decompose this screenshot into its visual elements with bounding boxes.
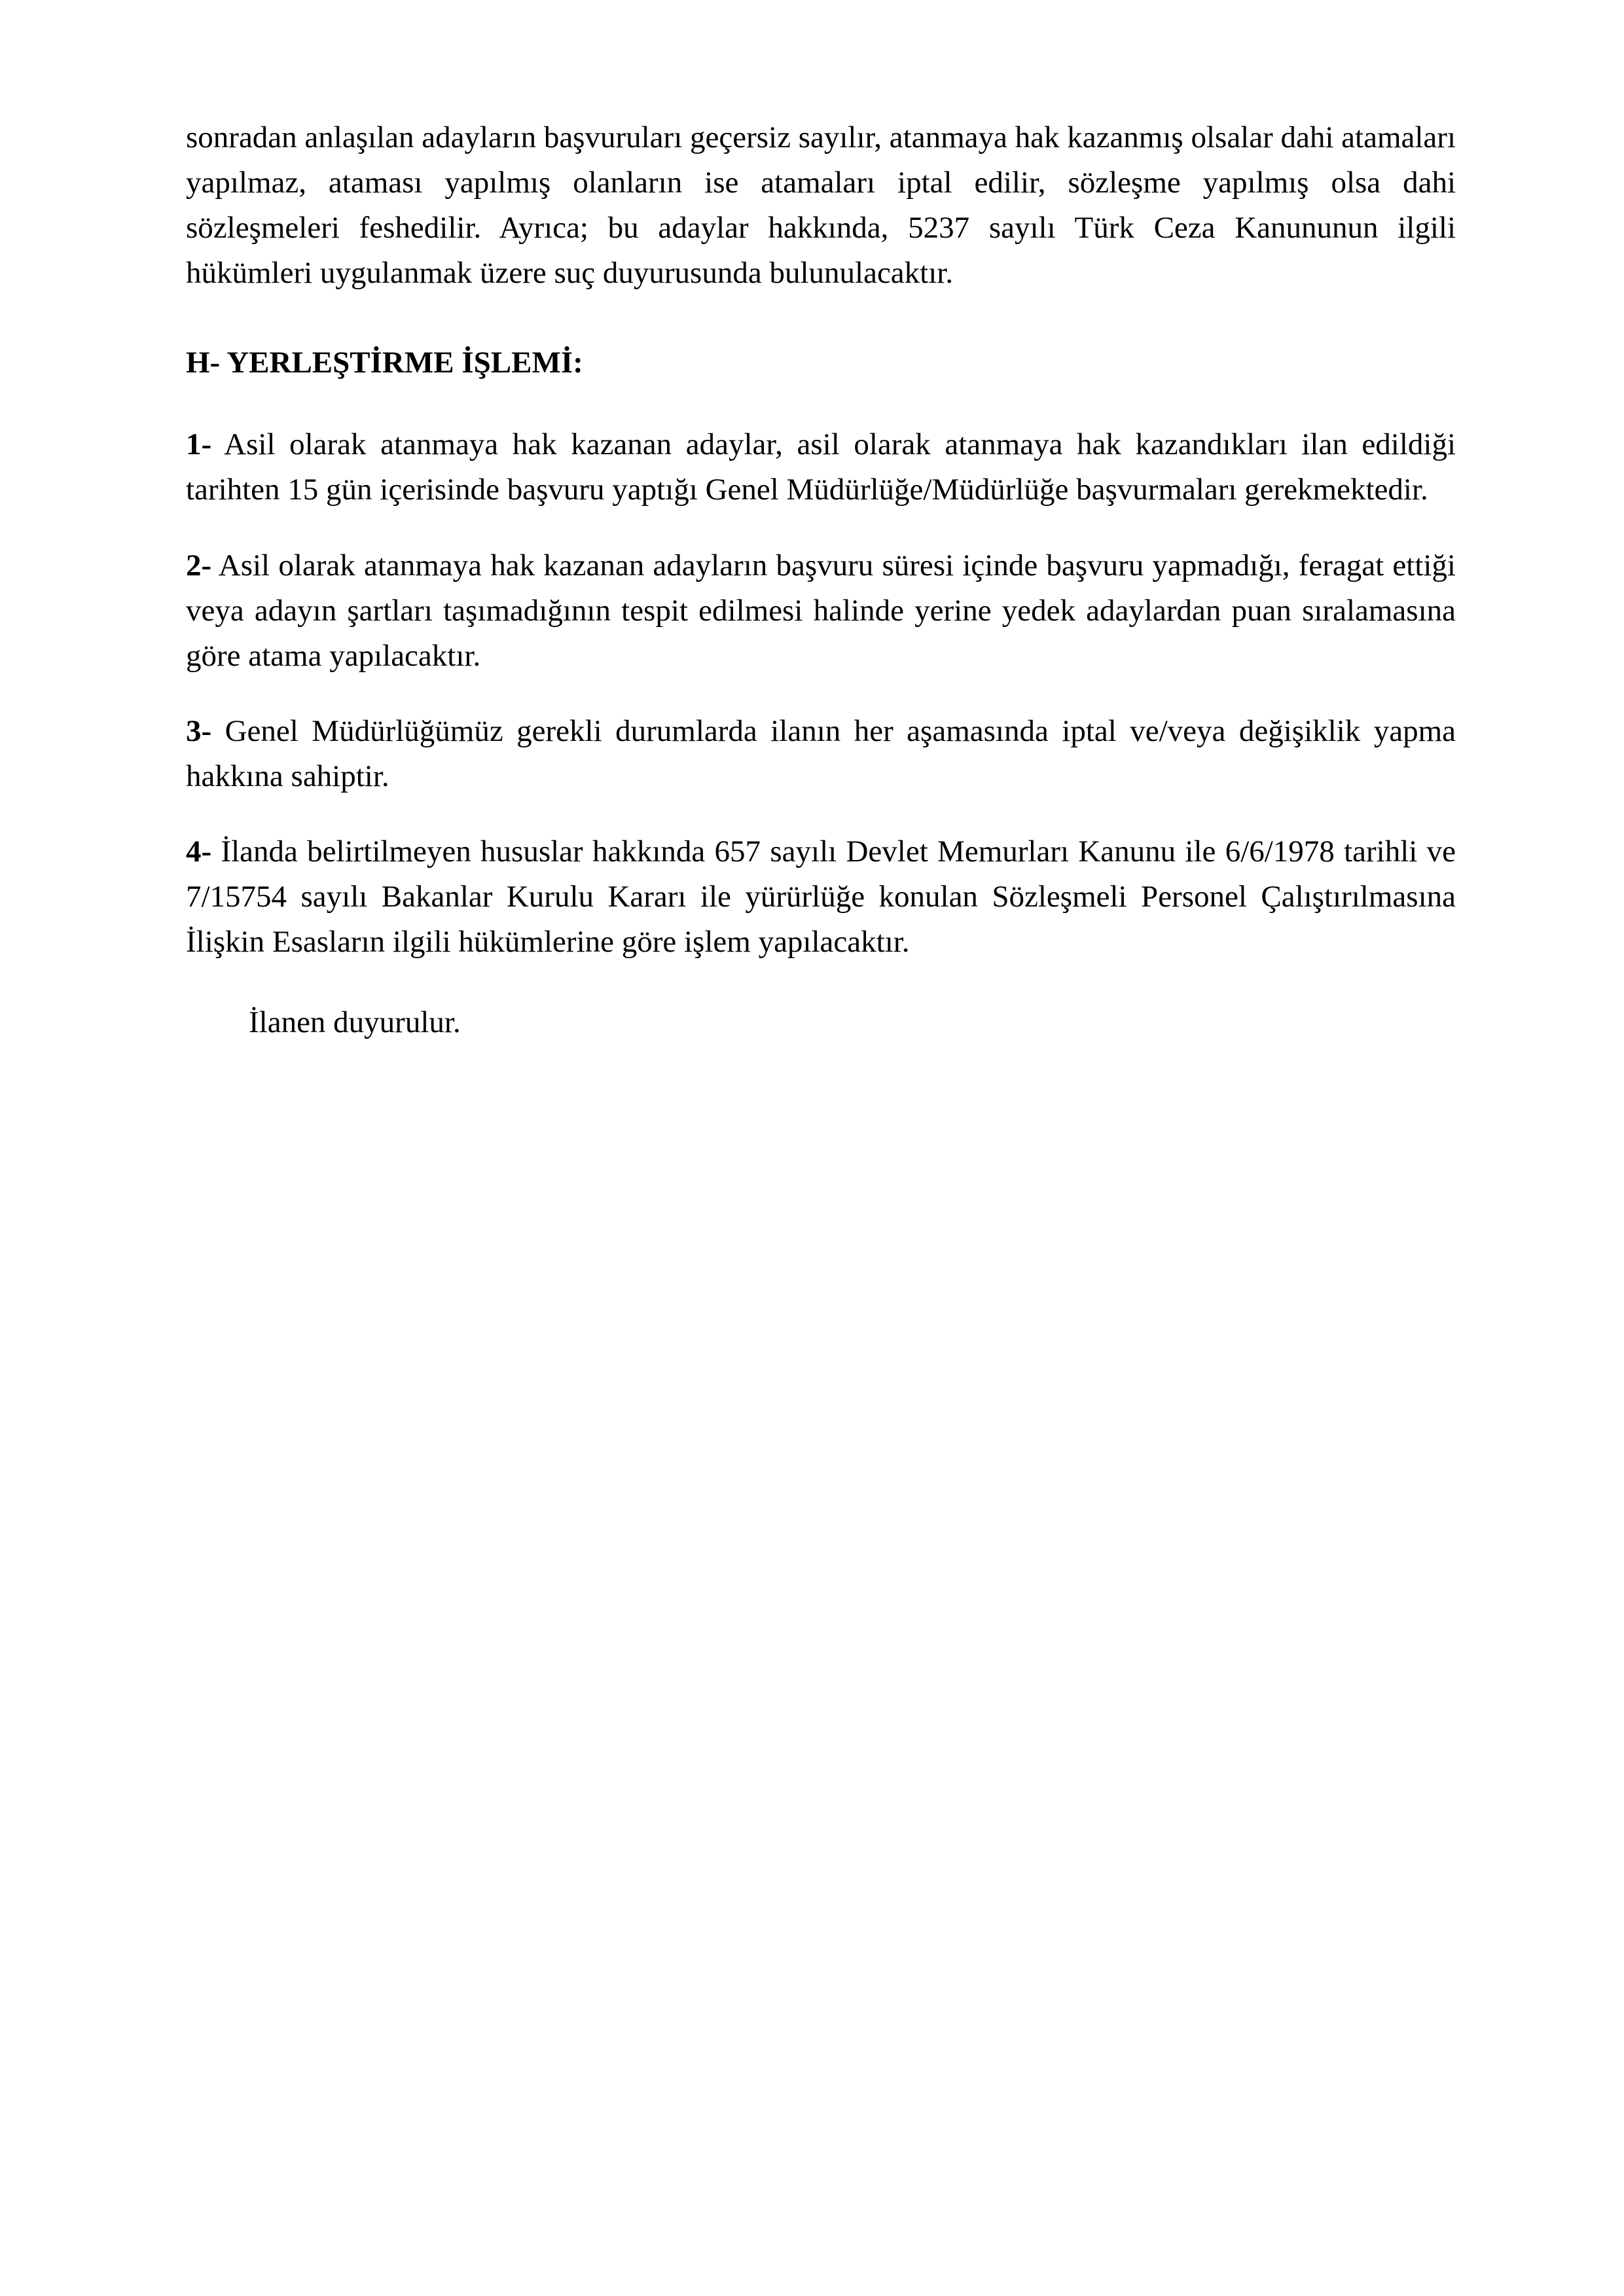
item-text-2: Asil olarak atanmaya hak kazanan adayların başvuru süresi içinde başvuru yapmadığı, feragat ettiği veya adayın şartları taşımadığının tespit edilmesi halinde yerine yedek adaylardan puan sıralamasına göre atama yapılacaktır.: [186, 548, 1456, 673]
item-text-3: Genel Müdürlüğümüz gerekli durumlarda ilanın her aşamasında iptal ve/veya değişiklik yapma hakkına sahiptir.: [186, 713, 1456, 793]
item-text-1: Asil olarak atanmaya hak kazanan adaylar, asil olarak atanmaya hak kazandıkları ilan edildiği tarihten 15 gün içerisinde başvuru yaptığı Genel Müdürlüğe/Müdürlüğe başvurmaları gerekmektedir.: [186, 427, 1456, 507]
closing-line: İlanen duyurulur.: [249, 1005, 461, 1040]
numbered-item-1: [186, 422, 1456, 512]
item-number-1: 1-: [186, 427, 212, 462]
intro-paragraph: sonradan anlaşılan adayların başvuruları geçersiz sayılır, atanmaya hak kazanmış olsalar dahi atamaları yapılmaz, ataması yapılmış olanların ise atamaları iptal edilir, sözleşme yapılmış olsa dahi sözleşmeleri feshedilir. Ayrıca; bu adaylar hakkında, 5237 sayılı Türk Ceza Kanununun ilgili hükümleri uygulanmak üzere suç duyurusunda bulunulacaktır.: [186, 120, 1456, 291]
item-number-3: 3-: [186, 713, 212, 748]
item-text-4: İlanda belirtilmeyen hususlar hakkında 657 sayılı Devlet Memurları Kanunu ile 6/6/1978 tarihli ve 7/15754 sayılı Bakanlar Kurulu Kararı ile yürürlüğe konulan Sözleşmeli Personel Çalıştırılmasına İlişkin Esasların ilgili hükümlerine göre işlem yapılacaktır.: [186, 834, 1456, 960]
item-number-2: 2-: [186, 548, 212, 583]
numbered-item-4: [186, 829, 1456, 965]
section-heading: H- YERLEŞTİRME İŞLEMİ:: [186, 346, 583, 380]
numbered-item-3: [186, 709, 1456, 799]
numbered-item-2: [186, 543, 1456, 679]
item-number-4: 4-: [186, 834, 212, 869]
document-body: [186, 115, 1456, 1045]
